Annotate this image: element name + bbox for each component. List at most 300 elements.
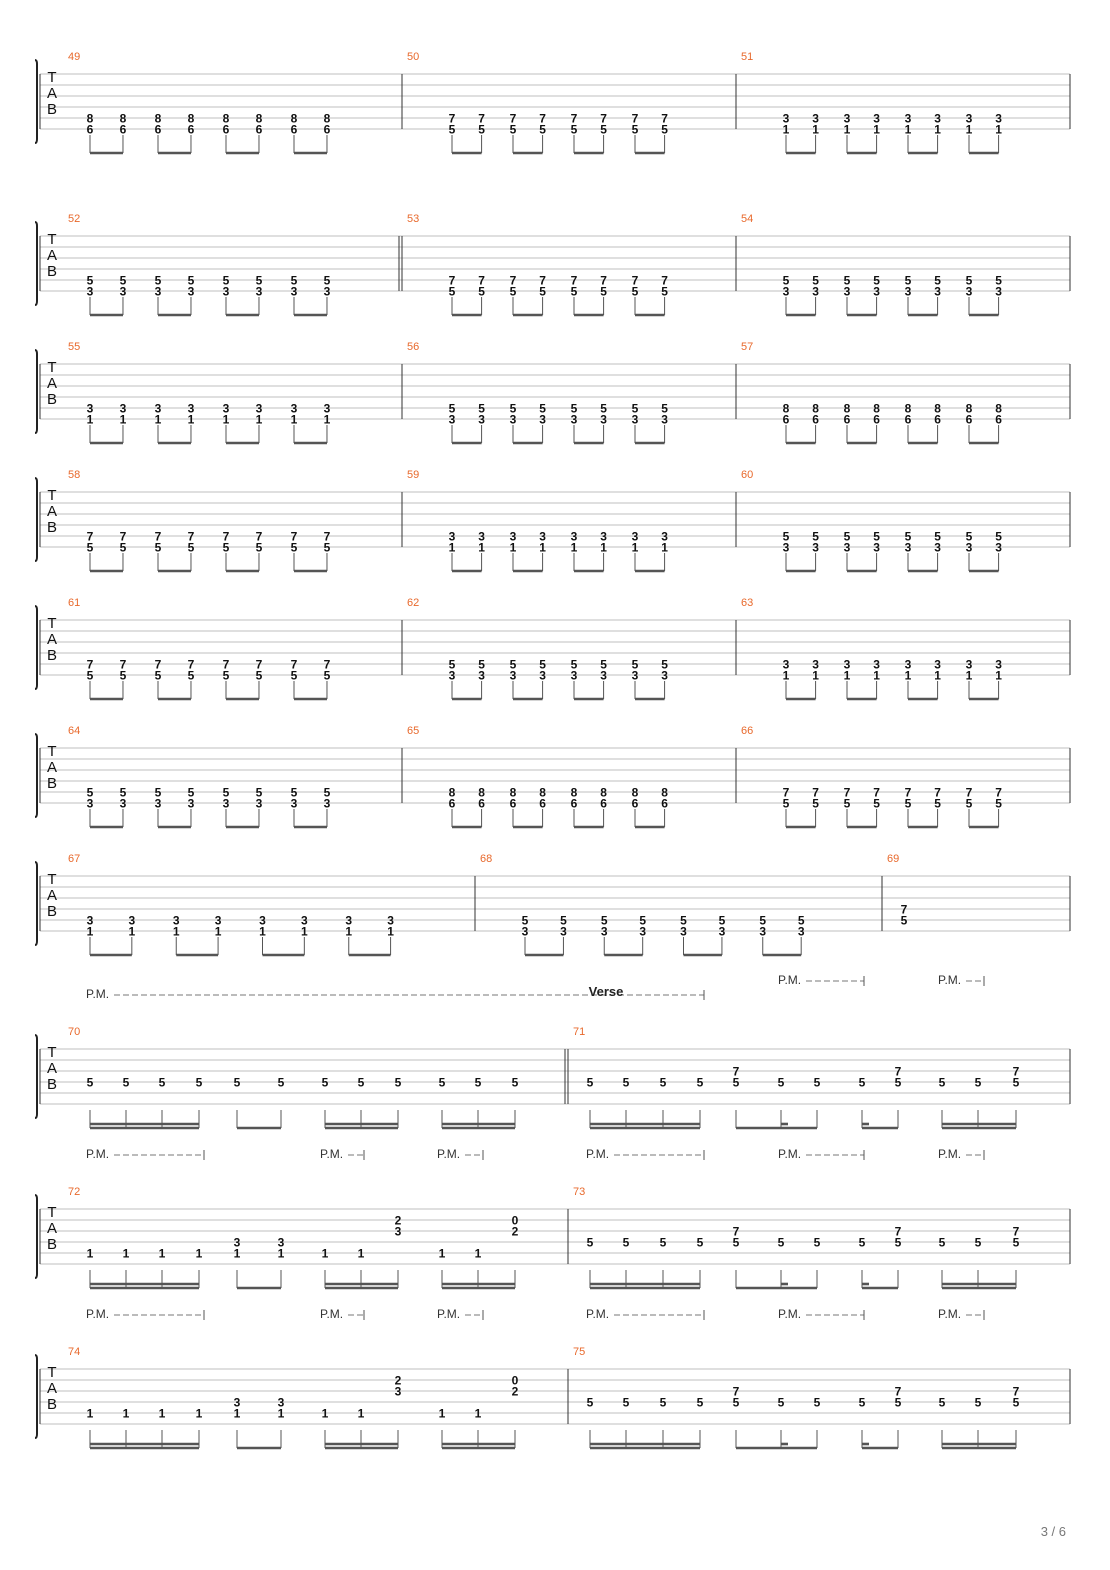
palm-mute-73b-label: P.M. [778, 1147, 802, 1161]
measure-67-note-2-fret: 3 [172, 913, 180, 928]
measure-67-note-5-fret: 3 [300, 913, 308, 928]
measure-74-fret: 1 [357, 1406, 365, 1421]
measure-63-note-7-fret: 3 [995, 657, 1002, 672]
measure-74-fret: 3 [394, 1384, 402, 1399]
measure-67-number: 67 [68, 853, 81, 865]
measure-65-note-0-fret: 6 [448, 796, 456, 811]
measure-50-note-6-fret: 5 [631, 122, 639, 137]
measure-67-note-3-fret: 1 [214, 924, 222, 939]
measure-63-note-1-fret: 3 [812, 657, 819, 672]
palm-mute-71b-label: P.M. [938, 973, 962, 987]
measure-63-note-6-fret: 1 [965, 668, 973, 683]
measure-56-note-2-fret: 5 [509, 401, 517, 416]
measure-55-note-3-fret: 1 [187, 412, 195, 427]
measure-53-note-5-fret: 7 [600, 273, 607, 288]
measure-58-note-5-fret: 5 [255, 540, 263, 555]
measure-52-note-1-fret: 5 [119, 273, 127, 288]
measure-59-note-6-fret: 1 [631, 540, 639, 555]
measure-49-note-3-fret: 6 [187, 122, 195, 137]
measure-50-note-2-fret: 5 [509, 122, 517, 137]
measure-60-note-4-fret: 5 [904, 529, 912, 544]
measure-55-note-6-fret: 1 [290, 412, 298, 427]
measure-49-note-4-fret: 8 [222, 111, 230, 126]
measure-64-note-1-fret: 5 [119, 785, 127, 800]
measure-75-fret: 5 [894, 1395, 902, 1410]
measure-71-fret: 5 [974, 1075, 982, 1090]
measure-70-fret: 5 [277, 1075, 285, 1090]
measure-54-note-6-fret: 5 [965, 273, 973, 288]
measure-61-note-2-fret: 5 [154, 668, 162, 683]
measure-57-note-0-fret: 6 [782, 412, 790, 427]
measure-75-fret: 5 [696, 1395, 704, 1410]
system-bracket [35, 606, 37, 689]
measure-57-note-3-fret: 8 [873, 401, 880, 416]
measure-55-note-1-fret: 3 [119, 401, 127, 416]
measure-57-note-4-fret: 8 [904, 401, 912, 416]
measure-66-note-0-fret: 7 [782, 785, 790, 800]
measure-63-note-4-fret: 3 [904, 657, 912, 672]
measure-70-fret: 5 [511, 1075, 519, 1090]
measure-54-note-1-fret: 3 [812, 284, 819, 299]
measure-72-fret: 1 [122, 1246, 130, 1261]
measure-52-note-3-fret: 5 [187, 273, 195, 288]
palm-mute-73c-label: P.M. [938, 1147, 962, 1161]
measure-68-note-4-fret: 3 [680, 924, 687, 939]
palm-mute-72b-label: P.M. [320, 1147, 344, 1161]
measure-62-note-1-fret: 3 [478, 668, 485, 683]
measure-52-note-4-fret: 5 [222, 273, 230, 288]
measure-55-note-3-fret: 3 [187, 401, 195, 416]
measure-70-fret: 5 [86, 1075, 94, 1090]
measure-66-note-5-fret: 5 [934, 796, 941, 811]
measure-55-note-5-fret: 3 [255, 401, 263, 416]
measure-64-note-0-fret: 5 [86, 785, 94, 800]
tab-clef-T: T [47, 487, 57, 504]
measure-66-note-6-fret: 7 [965, 785, 973, 800]
measure-64-note-7-fret: 3 [323, 796, 331, 811]
measure-71-fret: 5 [777, 1075, 785, 1090]
measure-67-note-6-fret: 3 [345, 913, 353, 928]
measure-51-note-1-fret: 3 [812, 111, 819, 126]
tab-clef-T: T [47, 359, 57, 376]
measure-57-note-1-fret: 8 [812, 401, 819, 416]
measure-66-note-4-fret: 5 [904, 796, 912, 811]
system-bracket [35, 734, 37, 817]
measure-63-note-3-fret: 1 [873, 668, 880, 683]
measure-68-note-4-fret: 5 [680, 913, 687, 928]
measure-57-note-2-fret: 8 [843, 401, 851, 416]
measure-71-fret: 7 [894, 1064, 902, 1079]
measure-60-note-3-fret: 5 [873, 529, 880, 544]
measure-49-note-1-fret: 6 [119, 122, 127, 137]
measure-65-note-4-fret: 8 [570, 785, 578, 800]
measure-52-note-6-fret: 5 [290, 273, 298, 288]
measure-62-note-5-fret: 5 [600, 657, 607, 672]
measure-58-note-2-fret: 7 [154, 529, 162, 544]
measure-56-note-4-fret: 5 [570, 401, 578, 416]
tab-clef-T: T [47, 1204, 57, 1221]
measure-74-fret: 1 [438, 1406, 446, 1421]
system-bracket [35, 478, 37, 561]
measure-70-fret: 5 [438, 1075, 446, 1090]
measure-74-fret: 1 [86, 1406, 94, 1421]
measure-57-note-3-fret: 6 [873, 412, 880, 427]
measure-50-note-2-fret: 7 [509, 111, 517, 126]
measure-72-fret: 3 [233, 1235, 241, 1250]
measure-73-fret: 7 [732, 1224, 740, 1239]
measure-52-note-7-fret: 3 [323, 284, 331, 299]
measure-74-fret: 1 [158, 1406, 166, 1421]
measure-60-note-4-fret: 3 [904, 540, 912, 555]
measure-54-note-3-fret: 3 [873, 284, 880, 299]
measure-72-fret: 2 [394, 1213, 402, 1228]
measure-57-note-4-fret: 6 [904, 412, 912, 427]
palm-mute-70-label: P.M. [86, 987, 110, 1001]
measure-65-note-4-fret: 6 [570, 796, 578, 811]
system-bracket [35, 862, 37, 945]
measure-56-note-7-fret: 5 [661, 401, 668, 416]
measure-50-note-7-fret: 7 [661, 111, 668, 126]
measure-51-note-0-fret: 1 [782, 122, 790, 137]
measure-56-note-3-fret: 5 [539, 401, 546, 416]
measure-68-note-2-fret: 5 [600, 913, 608, 928]
measure-74-fret: 1 [277, 1406, 285, 1421]
measure-54-note-0-fret: 5 [782, 273, 790, 288]
measure-59-note-4-fret: 3 [570, 529, 578, 544]
measure-65-note-5-fret: 8 [600, 785, 607, 800]
tab-clef-T: T [47, 743, 57, 760]
measure-53-note-1-fret: 5 [478, 284, 485, 299]
measure-71-fret: 5 [586, 1075, 594, 1090]
measure-55-note-1-fret: 1 [119, 412, 127, 427]
measure-57-note-6-fret: 8 [965, 401, 973, 416]
measure-64-note-6-fret: 3 [290, 796, 298, 811]
measure-53-note-7-fret: 7 [661, 273, 668, 288]
measure-67-note-7-fret: 1 [387, 924, 394, 939]
measure-72-fret: 2 [511, 1224, 519, 1239]
measure-64-number: 64 [68, 725, 81, 737]
measure-56-note-3-fret: 3 [539, 412, 546, 427]
measure-62-note-5-fret: 3 [600, 668, 607, 683]
measure-54-note-7-fret: 3 [995, 284, 1002, 299]
measure-57-note-1-fret: 6 [812, 412, 819, 427]
measure-54-note-0-fret: 3 [782, 284, 790, 299]
palm-mute-71a-label: P.M. [778, 973, 802, 987]
measure-72-fret: 3 [277, 1235, 285, 1250]
measure-50-note-4-fret: 5 [570, 122, 578, 137]
measure-51-number: 51 [741, 51, 754, 63]
measure-55-note-4-fret: 1 [222, 412, 230, 427]
measure-64-note-2-fret: 5 [154, 785, 162, 800]
measure-72-fret: 3 [394, 1224, 402, 1239]
measure-49-note-3-fret: 8 [187, 111, 195, 126]
measure-56-note-0-fret: 3 [448, 412, 456, 427]
measure-66-note-2-fret: 7 [843, 785, 851, 800]
system-bracket [35, 1355, 37, 1438]
measure-49-note-6-fret: 8 [290, 111, 298, 126]
measure-75-fret: 5 [974, 1395, 982, 1410]
measure-68-note-6-fret: 5 [759, 913, 767, 928]
measure-65-note-3-fret: 8 [539, 785, 546, 800]
measure-67-note-7-fret: 3 [387, 913, 394, 928]
measure-66-note-7-fret: 5 [995, 796, 1002, 811]
measure-60-note-3-fret: 3 [873, 540, 880, 555]
measure-50-note-4-fret: 7 [570, 111, 578, 126]
measure-65-note-7-fret: 6 [661, 796, 668, 811]
measure-75-number: 75 [573, 1346, 586, 1358]
measure-73-fret: 7 [1012, 1224, 1020, 1239]
palm-mute-74a-label: P.M. [86, 1307, 110, 1321]
measure-51-note-5-fret: 1 [934, 122, 941, 137]
measure-70-fret: 5 [122, 1075, 130, 1090]
measure-71-fret: 5 [813, 1075, 821, 1090]
measure-51-note-7-fret: 3 [995, 111, 1002, 126]
measure-53-note-2-fret: 5 [509, 284, 517, 299]
measure-50-note-5-fret: 7 [600, 111, 607, 126]
measure-63-note-5-fret: 3 [934, 657, 941, 672]
tab-clef-B: B [46, 1236, 58, 1253]
tab-clef-A: A [46, 85, 58, 102]
system-bracket [35, 222, 37, 305]
measure-73-fret: 5 [858, 1235, 866, 1250]
tab-clef-T: T [47, 1364, 57, 1381]
measure-54-note-1-fret: 5 [812, 273, 819, 288]
measure-68-note-1-fret: 5 [560, 913, 567, 928]
measure-63-note-5-fret: 1 [934, 668, 941, 683]
measure-59-note-7-fret: 1 [661, 540, 668, 555]
measure-51-note-0-fret: 3 [782, 111, 790, 126]
measure-52-note-2-fret: 3 [154, 284, 162, 299]
measure-56-note-0-fret: 5 [448, 401, 456, 416]
tab-clef-T: T [47, 231, 57, 248]
tab-clef-A: A [46, 631, 58, 648]
measure-62-note-0-fret: 3 [448, 668, 456, 683]
measure-61-note-6-fret: 5 [290, 668, 298, 683]
measure-53-note-2-fret: 7 [509, 273, 517, 288]
measure-72-fret: 1 [86, 1246, 94, 1261]
palm-mute-75b-label: P.M. [778, 1307, 802, 1321]
measure-57-number: 57 [741, 341, 754, 353]
measure-65-note-1-fret: 8 [478, 785, 485, 800]
measure-59-note-3-fret: 3 [539, 529, 546, 544]
measure-63-note-7-fret: 1 [995, 668, 1002, 683]
measure-55-note-2-fret: 1 [154, 412, 162, 427]
measure-58-note-1-fret: 5 [119, 540, 127, 555]
measure-52-note-5-fret: 3 [255, 284, 263, 299]
system-bracket [35, 60, 37, 143]
tab-clef-T: T [47, 871, 57, 888]
measure-72-fret: 1 [277, 1246, 285, 1261]
tab-clef-B: B [46, 391, 58, 408]
measure-73-fret: 5 [938, 1235, 946, 1250]
measure-59-note-1-fret: 3 [478, 529, 485, 544]
measure-66-note-3-fret: 5 [873, 796, 880, 811]
measure-61-note-6-fret: 7 [290, 657, 298, 672]
measure-55-note-2-fret: 3 [154, 401, 162, 416]
measure-58-note-2-fret: 5 [154, 540, 162, 555]
measure-75-fret: 5 [586, 1395, 594, 1410]
palm-mute-73a-label: P.M. [586, 1147, 610, 1161]
measure-68-note-0-fret: 5 [521, 913, 529, 928]
measure-68-note-7-fret: 3 [797, 924, 805, 939]
measure-65-note-2-fret: 8 [509, 785, 517, 800]
measure-72-fret: 0 [511, 1213, 519, 1228]
tab-clef-A: A [46, 1380, 58, 1397]
page-number: 3 / 6 [1040, 1524, 1066, 1539]
measure-56-note-5-fret: 3 [600, 412, 607, 427]
measure-53-note-6-fret: 5 [631, 284, 639, 299]
measure-69-note-fret: 7 [900, 902, 908, 917]
palm-mute-74c-label: P.M. [437, 1307, 461, 1321]
system-bracket [35, 1035, 37, 1118]
measure-65-note-5-fret: 6 [600, 796, 607, 811]
section-verse-label: Verse [588, 984, 624, 999]
measure-49-note-2-fret: 6 [154, 122, 162, 137]
measure-54-note-7-fret: 5 [995, 273, 1002, 288]
measure-66-note-7-fret: 7 [995, 785, 1002, 800]
measure-54-note-5-fret: 3 [934, 284, 941, 299]
measure-57-note-6-fret: 6 [965, 412, 973, 427]
measure-70-fret: 5 [394, 1075, 402, 1090]
measure-70-fret: 5 [474, 1075, 482, 1090]
measure-50-number: 50 [407, 51, 420, 63]
measure-61-note-4-fret: 5 [222, 668, 230, 683]
measure-59-note-7-fret: 3 [661, 529, 668, 544]
measure-50-note-5-fret: 5 [600, 122, 607, 137]
measure-55-note-7-fret: 3 [323, 401, 331, 416]
measure-66-note-5-fret: 7 [934, 785, 941, 800]
measure-68-note-1-fret: 3 [560, 924, 567, 939]
measure-58-note-4-fret: 7 [222, 529, 230, 544]
measure-67-note-1-fret: 3 [128, 913, 136, 928]
measure-60-note-5-fret: 5 [934, 529, 941, 544]
measure-69-note-fret: 5 [900, 913, 908, 928]
measure-71-fret: 5 [1012, 1075, 1020, 1090]
measure-71-fret: 5 [938, 1075, 946, 1090]
measure-73-fret: 5 [777, 1235, 785, 1250]
measure-54-note-5-fret: 5 [934, 273, 941, 288]
measure-59-note-6-fret: 3 [631, 529, 639, 544]
measure-63-note-2-fret: 3 [843, 657, 851, 672]
measure-71-fret: 7 [732, 1064, 740, 1079]
measure-57-note-7-fret: 8 [995, 401, 1002, 416]
measure-72-number: 72 [68, 1186, 81, 1198]
measure-64-note-6-fret: 5 [290, 785, 298, 800]
measure-49-note-5-fret: 6 [255, 122, 263, 137]
measure-56-note-2-fret: 3 [509, 412, 517, 427]
measure-75-fret: 5 [732, 1395, 740, 1410]
tab-clef-B: B [46, 903, 58, 920]
measure-53-number: 53 [407, 213, 420, 225]
measure-75-fret: 5 [777, 1395, 785, 1410]
measure-56-note-1-fret: 3 [478, 412, 485, 427]
measure-62-note-0-fret: 5 [448, 657, 456, 672]
measure-53-note-4-fret: 7 [570, 273, 578, 288]
measure-62-note-4-fret: 3 [570, 668, 578, 683]
measure-55-note-5-fret: 1 [255, 412, 263, 427]
tab-clef-A: A [46, 247, 58, 264]
measure-62-number: 62 [407, 597, 420, 609]
measure-65-number: 65 [407, 725, 420, 737]
tab-clef-T: T [47, 1044, 57, 1061]
measure-54-note-6-fret: 3 [965, 284, 973, 299]
measure-71-fret: 5 [622, 1075, 630, 1090]
measure-50-note-1-fret: 7 [478, 111, 485, 126]
tab-clef-A: A [46, 1060, 58, 1077]
measure-73-fret: 7 [894, 1224, 902, 1239]
measure-68-note-0-fret: 3 [521, 924, 529, 939]
measure-54-note-4-fret: 5 [904, 273, 912, 288]
measure-68-note-2-fret: 3 [600, 924, 608, 939]
measure-67-note-2-fret: 1 [172, 924, 180, 939]
measure-50-note-0-fret: 7 [448, 111, 456, 126]
measure-72-fret: 1 [195, 1246, 203, 1261]
measure-56-note-1-fret: 5 [478, 401, 485, 416]
palm-mute-72a-label: P.M. [86, 1147, 110, 1161]
measure-52-note-0-fret: 3 [86, 284, 94, 299]
measure-56-number: 56 [407, 341, 420, 353]
measure-64-note-3-fret: 5 [187, 785, 195, 800]
measure-57-note-7-fret: 6 [995, 412, 1002, 427]
measure-66-note-0-fret: 5 [782, 796, 790, 811]
measure-58-note-0-fret: 7 [86, 529, 94, 544]
measure-63-note-2-fret: 1 [843, 668, 851, 683]
measure-74-fret: 2 [511, 1384, 519, 1399]
measure-51-note-5-fret: 3 [934, 111, 941, 126]
measure-61-note-1-fret: 5 [119, 668, 127, 683]
measure-60-note-2-fret: 5 [843, 529, 851, 544]
measure-55-note-4-fret: 3 [222, 401, 230, 416]
measure-67-note-5-fret: 1 [300, 924, 308, 939]
measure-71-fret: 5 [858, 1075, 866, 1090]
measure-55-note-6-fret: 3 [290, 401, 298, 416]
measure-68-note-6-fret: 3 [759, 924, 767, 939]
measure-75-fret: 5 [813, 1395, 821, 1410]
measure-63-number: 63 [741, 597, 754, 609]
measure-66-note-3-fret: 7 [873, 785, 880, 800]
measure-73-fret: 5 [732, 1235, 740, 1250]
measure-69-number: 69 [887, 853, 900, 865]
measure-59-note-0-fret: 3 [448, 529, 456, 544]
measure-67-note-4-fret: 3 [259, 913, 266, 928]
measure-63-note-1-fret: 1 [812, 668, 819, 683]
measure-50-note-3-fret: 5 [539, 122, 546, 137]
measure-58-note-7-fret: 5 [323, 540, 331, 555]
measure-51-note-7-fret: 1 [995, 122, 1002, 137]
measure-58-note-3-fret: 5 [187, 540, 195, 555]
measure-58-note-6-fret: 7 [290, 529, 298, 544]
measure-52-note-6-fret: 3 [290, 284, 298, 299]
measure-58-note-1-fret: 7 [119, 529, 127, 544]
measure-66-note-4-fret: 7 [904, 785, 912, 800]
measure-75-fret: 7 [732, 1384, 740, 1399]
measure-64-note-3-fret: 3 [187, 796, 195, 811]
measure-59-note-2-fret: 3 [509, 529, 517, 544]
tab-clef-B: B [46, 263, 58, 280]
tab-clef-T: T [47, 615, 57, 632]
measure-50-note-1-fret: 5 [478, 122, 485, 137]
measure-52-number: 52 [68, 213, 81, 225]
measure-59-note-1-fret: 1 [478, 540, 485, 555]
tab-clef-B: B [46, 1076, 58, 1093]
measure-65-note-7-fret: 8 [661, 785, 668, 800]
measure-73-fret: 5 [1012, 1235, 1020, 1250]
measure-68-note-7-fret: 5 [797, 913, 805, 928]
measure-51-note-1-fret: 1 [812, 122, 819, 137]
measure-71-fret: 5 [696, 1075, 704, 1090]
measure-67-note-4-fret: 1 [259, 924, 266, 939]
measure-74-fret: 3 [233, 1395, 241, 1410]
